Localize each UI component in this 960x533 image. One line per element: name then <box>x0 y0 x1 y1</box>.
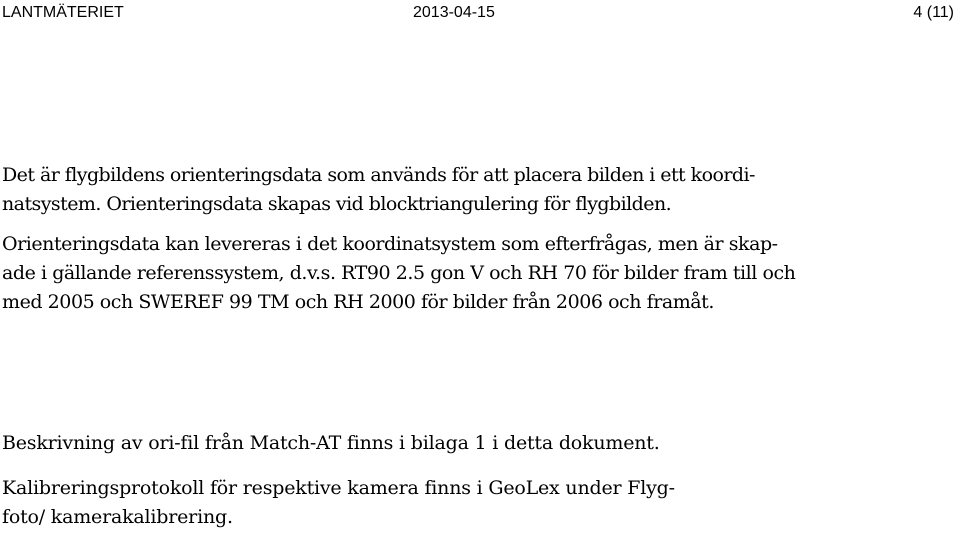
header-organization: LANTMÄTERIET <box>2 4 124 21</box>
paragraph-line: natsystem. Orienteringsdata skapas vid blocktriangulering för flygbilden. <box>2 193 672 215</box>
paragraph-line: Beskrivning av ori-fil från Match-AT finns i bilaga 1 i detta dokument. <box>2 432 660 454</box>
paragraph-calibration-protocol <box>2 474 958 532</box>
page-header <box>0 0 960 30</box>
paragraph-coordinate-systems <box>2 230 958 317</box>
paragraph-line: Det är flygbildens orienteringsdata som används för att placera bilden i ett koordi- <box>2 164 755 186</box>
paragraph-line: Orienteringsdata kan levereras i det koordinatsystem som efterfrågas, men är skap- <box>2 233 778 255</box>
paragraph-ori-file-description <box>2 429 958 458</box>
paragraph-orientation-data <box>2 161 958 219</box>
header-page-number: 4 (11) <box>913 4 954 21</box>
paragraph-line: ade i gällande referenssystem, d.v.s. RT90 2.5 gon V och RH 70 för bilder fram till och <box>2 262 796 284</box>
header-date: 2013-04-15 <box>413 4 495 21</box>
paragraph-line: Kalibreringsprotokoll för respektive kamera finns i GeoLex under Flyg- <box>2 477 675 499</box>
paragraph-line: foto/ kamerakalibrering. <box>2 506 233 528</box>
paragraph-line: med 2005 och SWEREF 99 TM och RH 2000 för bilder från 2006 och framåt. <box>2 291 714 313</box>
